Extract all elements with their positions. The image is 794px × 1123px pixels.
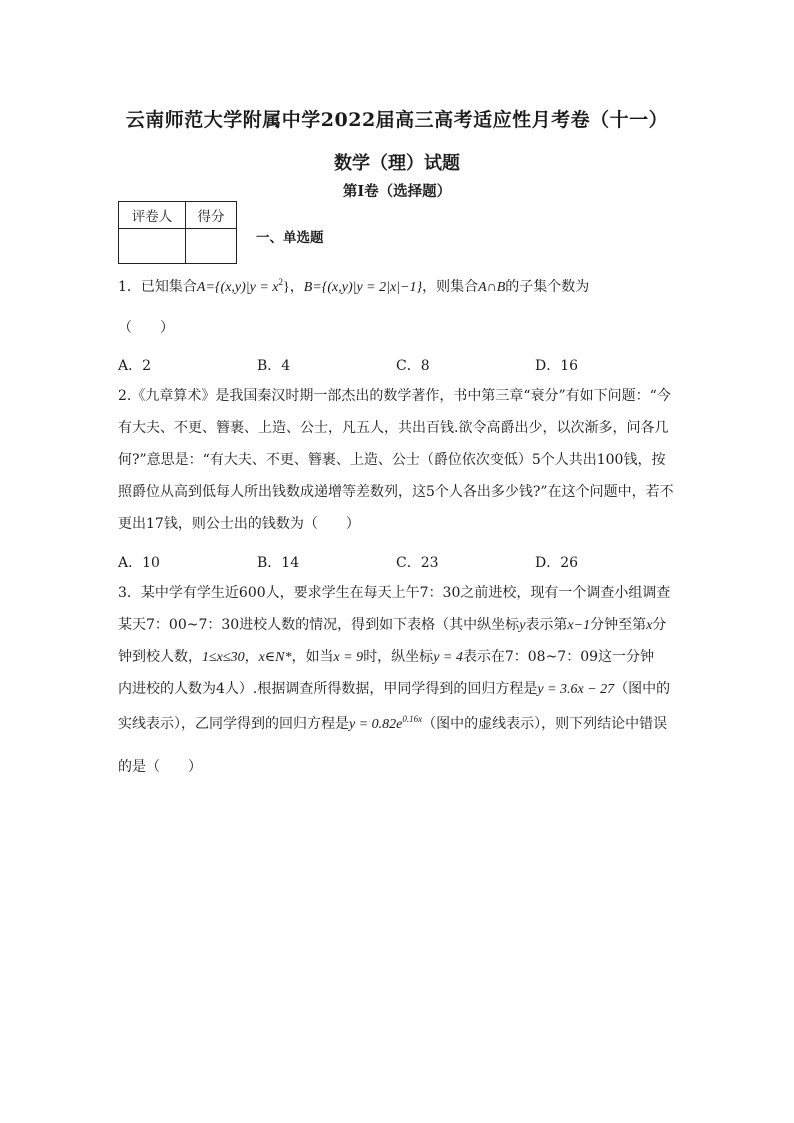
score-table-header-grader: 评卷人 [119, 202, 186, 229]
score-table-cell-grader[interactable] [119, 229, 186, 264]
question-2-line-3: 何?”意思是：“有大夫、不更、簪裹、上造、公士（爵位依次变低）5个人共出100钱，按 [118, 452, 666, 468]
question-1-option-a[interactable]: A．2 [118, 358, 152, 374]
question-3-line-6: 的是（ ） [118, 759, 202, 775]
question-2-option-c[interactable]: C．23 [396, 555, 439, 571]
page-subtitle: 数学（理）试题 [334, 153, 460, 174]
question-2-line-4: 照爵位从高到低每人所出钱数成递增等差数列，这5个人各出多少钱?”在这个问题中，若不 [118, 484, 674, 500]
question-3-line-4: 内进校的人数为4人）.根据调查所得数据，甲同学得到的回归方程是y = 3.6x − 27（图中的 [118, 681, 671, 697]
section-heading: 一、单选题 [256, 230, 324, 246]
question-2-line-1: 2.《九章算术》是我国秦汉时期一部杰出的数学著作，书中第三章“衰分”有如下问题：“今 [118, 388, 671, 404]
question-1-stem: 1．已知集合$A=\{(x,y)|y = x^2\}$，B={(x,y)|y = 2|x|−1}，则集合A∩B的子集个数为 [118, 277, 590, 295]
page-title: 云南师范大学附属中学2022届高三高考适应性月考卷（十一） [125, 109, 669, 131]
question-1-option-c[interactable]: C．8 [396, 358, 430, 374]
question-1-option-b[interactable]: B．4 [257, 358, 291, 374]
question-2-line-2: 有大夫、不更、簪裹、上造、公士，凡五人，共出百钱.欲令高爵出少，以次渐多，问各几 [118, 420, 669, 436]
score-table-header-score: 得分 [186, 202, 237, 229]
question-2-option-a[interactable]: A．10 [118, 555, 160, 571]
question-2-option-d[interactable]: D．26 [535, 555, 579, 571]
question-1-paren: （ ） [118, 320, 174, 336]
question-1-option-d[interactable]: D．16 [535, 358, 579, 374]
question-3-line-2: 某天7：00~7：30进校人数的情况，得到如下表格（其中纵坐标y表示第x−1分钟至第x分 [118, 617, 667, 633]
question-3-line-5: 实线表示），乙同学得到的回归方程是$y = 0.82e^{0.16x}$（图中的虚线表示），则下列结论中错误 [118, 714, 668, 732]
question-2-line-5: 更出17钱，则公士出的钱数为（ ） [118, 516, 360, 532]
question-3-line-1: 3．某中学有学生近600人，要求学生在每天上午7：30之前进校，现有一个调查小组调查 [118, 585, 671, 601]
question-3-line-3: 钟到校人数，1≤x≤30，x∈N*，如当x = 9时，纵坐标y = 4表示在7：08~7：09这一分钟 [118, 649, 655, 665]
volume-heading: 第I卷（选择题） [342, 183, 452, 200]
question-2-option-b[interactable]: B．14 [257, 555, 300, 571]
score-table-cell-score[interactable] [186, 229, 237, 264]
score-table [118, 201, 237, 264]
